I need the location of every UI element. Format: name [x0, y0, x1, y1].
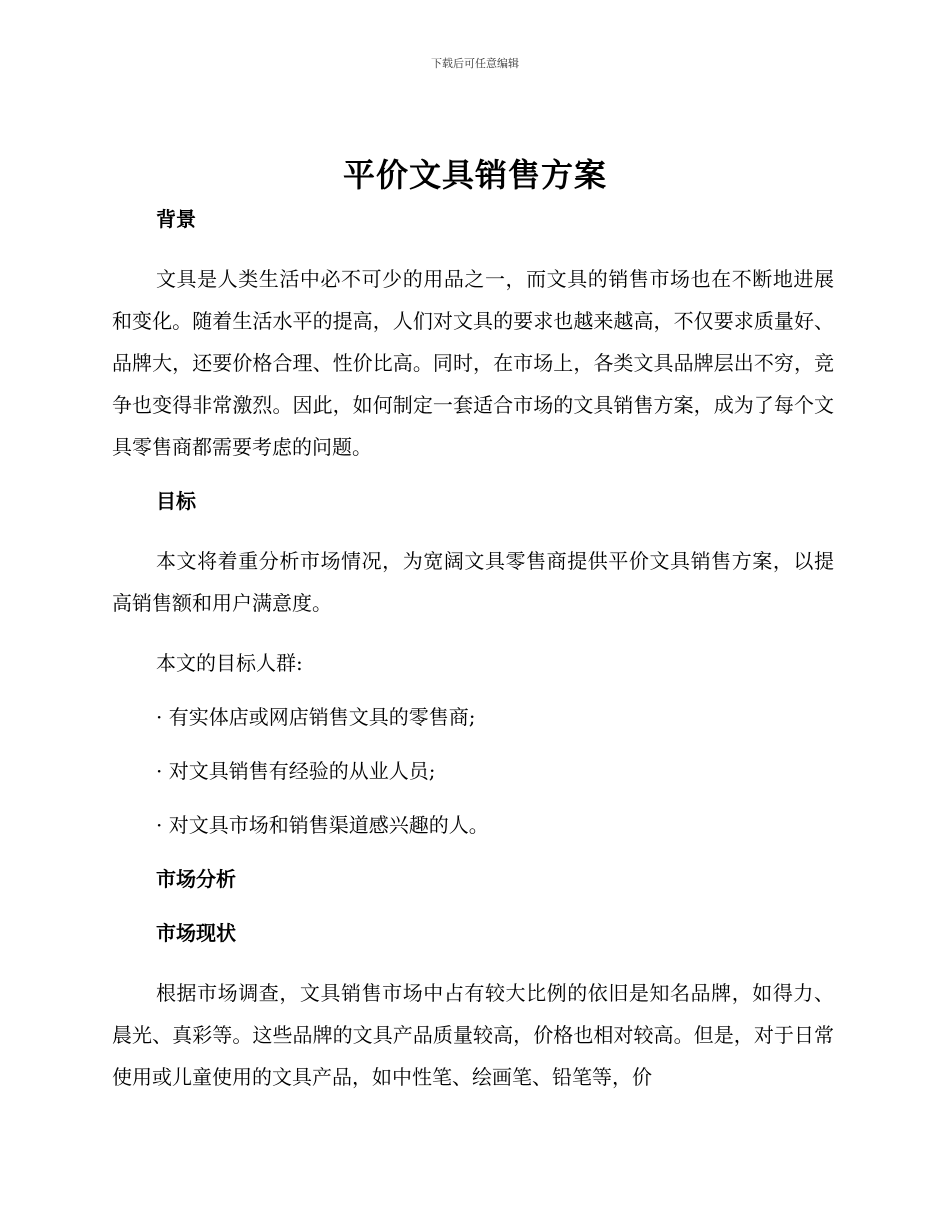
paragraph-status: 根据市场调查，文具销售市场中占有较大比例的依旧是知名品牌，如得力、晨光、真彩等。这些品牌的文具产品质量较高，价格也相对较高。但是，对于日常使用或儿童使用的文具产品，如中性笔、绘画笔、铅笔等，价 [112, 981, 834, 1089]
document-body [112, 204, 834, 1098]
audience-item: · 对文具市场和销售渠道感兴趣的人。 [156, 813, 489, 837]
audience-item: · 有实体店或网店销售文具的零售商; [156, 705, 476, 729]
paragraph-background: 文具是人类生活中必不可少的用品之一，而文具的销售市场也在不断地进展和变化。随着生活水平的提高，人们对文具的要求也越来越高，不仅要求质量好、品牌大，还要价格合理、性价比高。同时，在市场上，各类文具品牌层出不穷，竞争也变得非常激烈。因此，如何制定一套适合市场的文具销售方案，成为了每个文具零售商都需要考虑的问题。 [112, 267, 834, 459]
section-heading-background: 背景 [156, 207, 196, 231]
section-heading-market: 市场分析 [156, 867, 236, 891]
audience-item: · 对文具销售有经验的从业人员; [156, 759, 436, 783]
audience-intro: 本文的目标人群: [156, 651, 303, 675]
document-title: 平价文具销售方案 [342, 156, 607, 194]
section-heading-status: 市场现状 [156, 921, 236, 945]
paragraph-goal: 本文将着重分析市场情况，为宽阔文具零售商提供平价文具销售方案，以提高销售额和用户满意度。 [112, 549, 834, 615]
section-heading-goal: 目标 [156, 489, 196, 513]
page-header-note: 下载后可任意编辑 [431, 57, 519, 70]
